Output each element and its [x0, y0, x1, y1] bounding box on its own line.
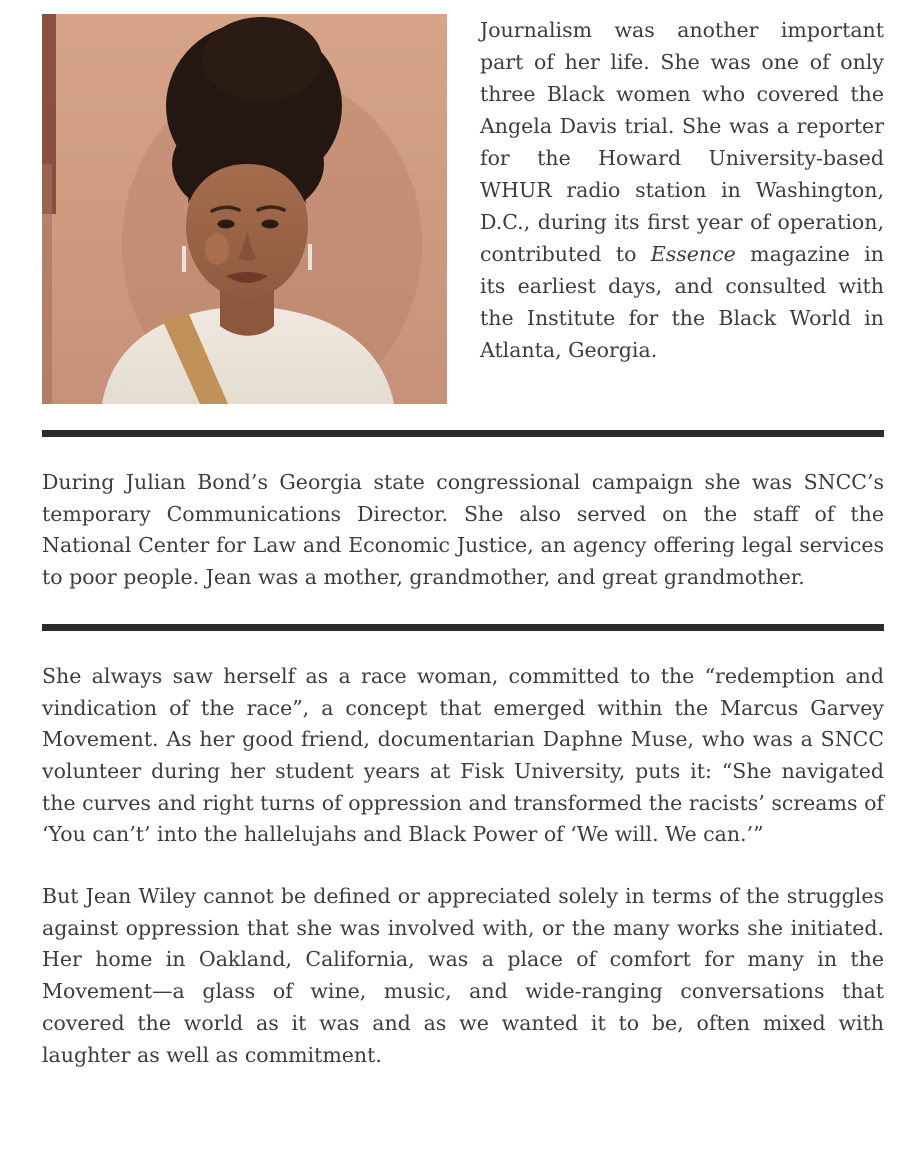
portrait-photo-graphic: [42, 14, 447, 404]
paragraph-race-woman: She always saw herself as a race woman, committed to the “redemption and vindication of the race”, a concept that emerged within the Marcus Garvey Movement. As her good friend, documentarian Daphne Muse, who was a SNCC volunteer during her student years at Fisk University, puts it: “She navigated the curves and right turns of oppression and transformed the racists’ screams of ‘You can’t’ into the hallelujahs and Black Power of ‘We will. We can.’”: [42, 663, 884, 847]
section-divider-2: [42, 624, 884, 631]
essence-magazine-italic: Essence: [650, 242, 736, 266]
intro-paragraph: [480, 14, 884, 366]
portrait-photo: [42, 14, 447, 404]
intro-text-1: Journalism was another important part of her life. She was one of only three Black women who covered the Angela Davis trial. She was a reporter for the Howard University-based WHUR radio station in Washington, D.C., during its first year of operation, contributed to: [480, 18, 884, 266]
paragraph-oakland-home: But Jean Wiley cannot be defined or appreciated solely in terms of the struggles against oppression that she was involved with, or the many works she initiated. Her home in Oakland, California, was a place of comfort for many in the Movement—a glass of wine, music, and wide-ranging conversations that covered the world as it was and as we wanted it to be, often mixed with laughter as well as commitment.: [42, 884, 884, 1067]
paragraph-campaign: During Julian Bond’s Georgia state congressional campaign she was SNCC’s temporary Communications Director. She also served on the staff of the National Center for Law and Economic Justice, an agency offering legal services to poor people. Jean was a mother, grandmother, and great grandmother.: [42, 470, 884, 590]
section-divider-1: [42, 430, 884, 437]
intro-text-2: magazine in its earliest days, and consulted with the Institute for the Black World in Atlanta, Georgia.: [480, 242, 884, 362]
top-section: [42, 14, 884, 404]
